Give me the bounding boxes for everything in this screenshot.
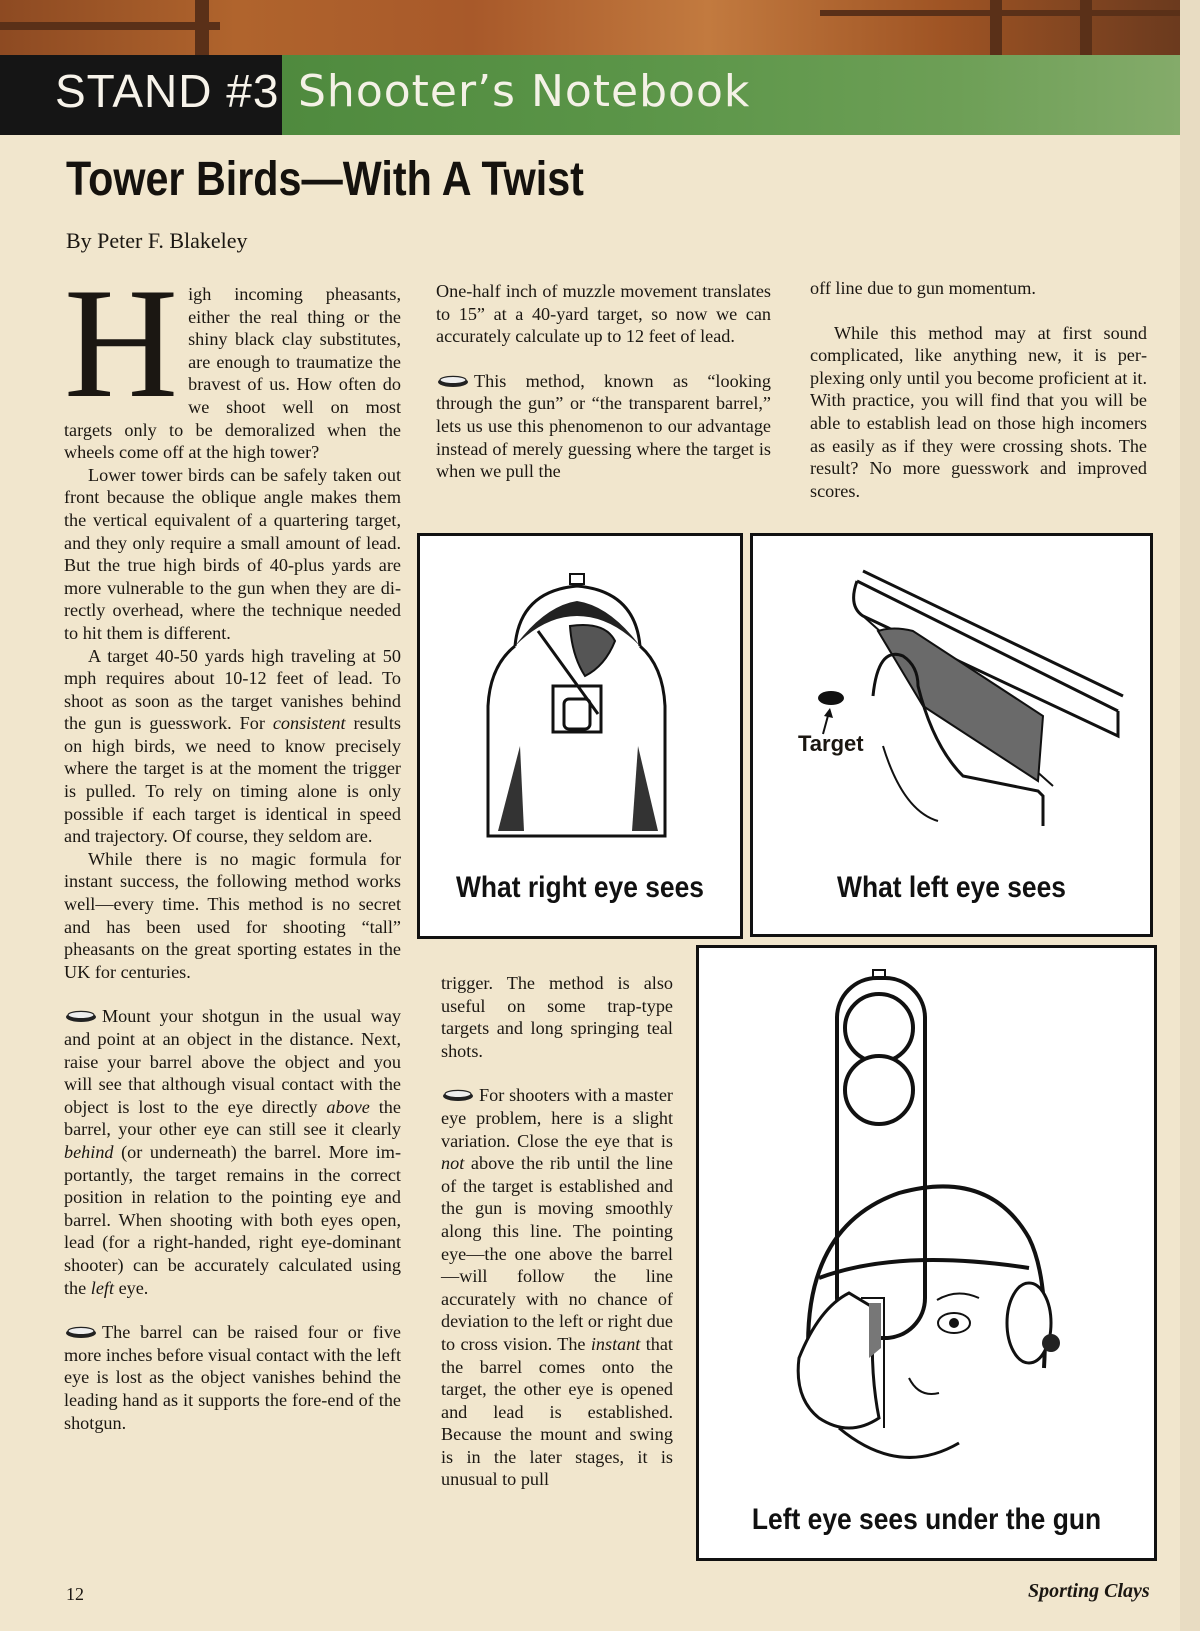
paragraph: trigger. The method is also useful on some trap-type targets and long springing teal shots. [441, 973, 673, 1061]
figure-left-eye [750, 533, 1153, 937]
figure-caption: Left eye sees under the gun [751, 1503, 1102, 1536]
paragraph: One-half inch of muzzle movement translates to 15” at a 40-yard target, so now we can accurately calculate up to 12 feet of lead. [436, 281, 771, 347]
column-2-top [436, 280, 771, 483]
column-3 [810, 277, 1147, 502]
paragraph: A target 40-50 yards high traveling at 50 mph requires about 10-12 feet of lead. To shoot as soon as the target vanishes behind the gun is guesswork. For consistent results on high birds, we need to know precisely where the target is at the moment the trigger is pulled. To rely on timing alone is only possible if each target is identical in speed and trajectory. Of course, they seldom are. [64, 645, 401, 847]
clay-target-icon [441, 1088, 475, 1102]
figure-caption: What right eye sees [456, 871, 704, 904]
article-title: Tower Birds—With A Twist [66, 153, 584, 206]
paragraph: This method, known as “looking through the gun” or “the transparent barrel,” lets us use this phenomenon to our advantage instead of merely guessing where the target is when we pull the [436, 370, 771, 482]
page-edge [1180, 0, 1200, 1631]
paragraph: The barrel can be raised four or five more inches before visual contact with the left eye is lost as the object vanishes behind the leading hand as it supports the fore-end of the shotgun. [64, 1322, 401, 1433]
target-label: Target [798, 731, 864, 756]
drop-cap: H [64, 256, 179, 431]
paragraph: off line due to gun momentum. [810, 278, 1036, 298]
clay-target-icon [64, 1325, 98, 1339]
paragraph: Lower tower birds can be safely taken out front because the oblique angle makes them the vertical equivalent of a quartering target, and they only require a small amount of lead. But the true high birds of 40-plus yards are more vulnerable to the gun when they are directly overhead, where the technique needed to hit them is different. [64, 464, 401, 643]
column-2-bottom [441, 972, 673, 1491]
header-photo-strip [0, 0, 1180, 55]
paragraph: While there is no magic formula for instant success, the following method works well—every time. This method is no secret and has been used for shooting “tall” pheasants on the great sporting estates in the UK for centuries. [64, 848, 401, 982]
column-1 [64, 256, 401, 1434]
stand-label: STAND #3 [55, 65, 280, 117]
page-number: 12 [66, 1584, 84, 1604]
paragraph: While this method may at first sound complicated, like anything new, it is perplexing only until you become proficient at it. With practice, you will find that you will be able to establish lead on those high incomers as easily as if they were crossing shots. The result? No more guesswork and improved scores. [810, 322, 1147, 501]
byline: By Peter F. Blakeley [66, 228, 248, 253]
paragraph: High incoming pheasants, either the real thing or the shiny black clay substitutes, are enough to traumatize the bravest of us. How often do we shoot well on most targets only to be demoralized when the wheels come off at the high tower? [64, 256, 401, 463]
paragraph: For shooters with a master eye problem, here is a slight variation. Close the eye that is not above the rib until the line of the target is established and the gun is moving smoothly along this line. The pointing eye—the one above the barrel—will follow the line accurately with no chance of deviation to the left or right due to cross vision. The instant that the barrel comes onto the target, the other eye is opened and lead is established. Because the mount and swing is in the later stages, it is unusual to pull [441, 1085, 673, 1490]
target-clay-icon [818, 691, 844, 705]
magazine-name: Sporting Clays [1028, 1580, 1150, 1602]
figure-right-eye [417, 533, 743, 939]
clay-target-icon [436, 374, 470, 388]
shooter-with-gun-illustration [699, 948, 1154, 1478]
paragraph: Mount your shotgun in the usual way and point at an object in the distance. Next, raise your barrel above the object and you will see that although visual contact with the object is lost to the eye directly above the barrel, your other eye can still see it clearly behind (or underneath) the barrel. More importantly, the target remains in the correct position in relation to the pointing eye and barrel. When shooting with both eyes open, lead (for a right-handed, right eye-dominant shooter) can be accurately calculated using the left eye. [64, 1006, 401, 1298]
figure-caption: What left eye sees [837, 871, 1066, 904]
clay-target-icon [64, 1009, 98, 1023]
section-label: Shooter’s Notebook [298, 66, 751, 117]
figure-under-gun [696, 945, 1157, 1561]
gun-rear-view-illustration [420, 536, 740, 866]
hand-on-barrel-illustration [753, 536, 1150, 866]
